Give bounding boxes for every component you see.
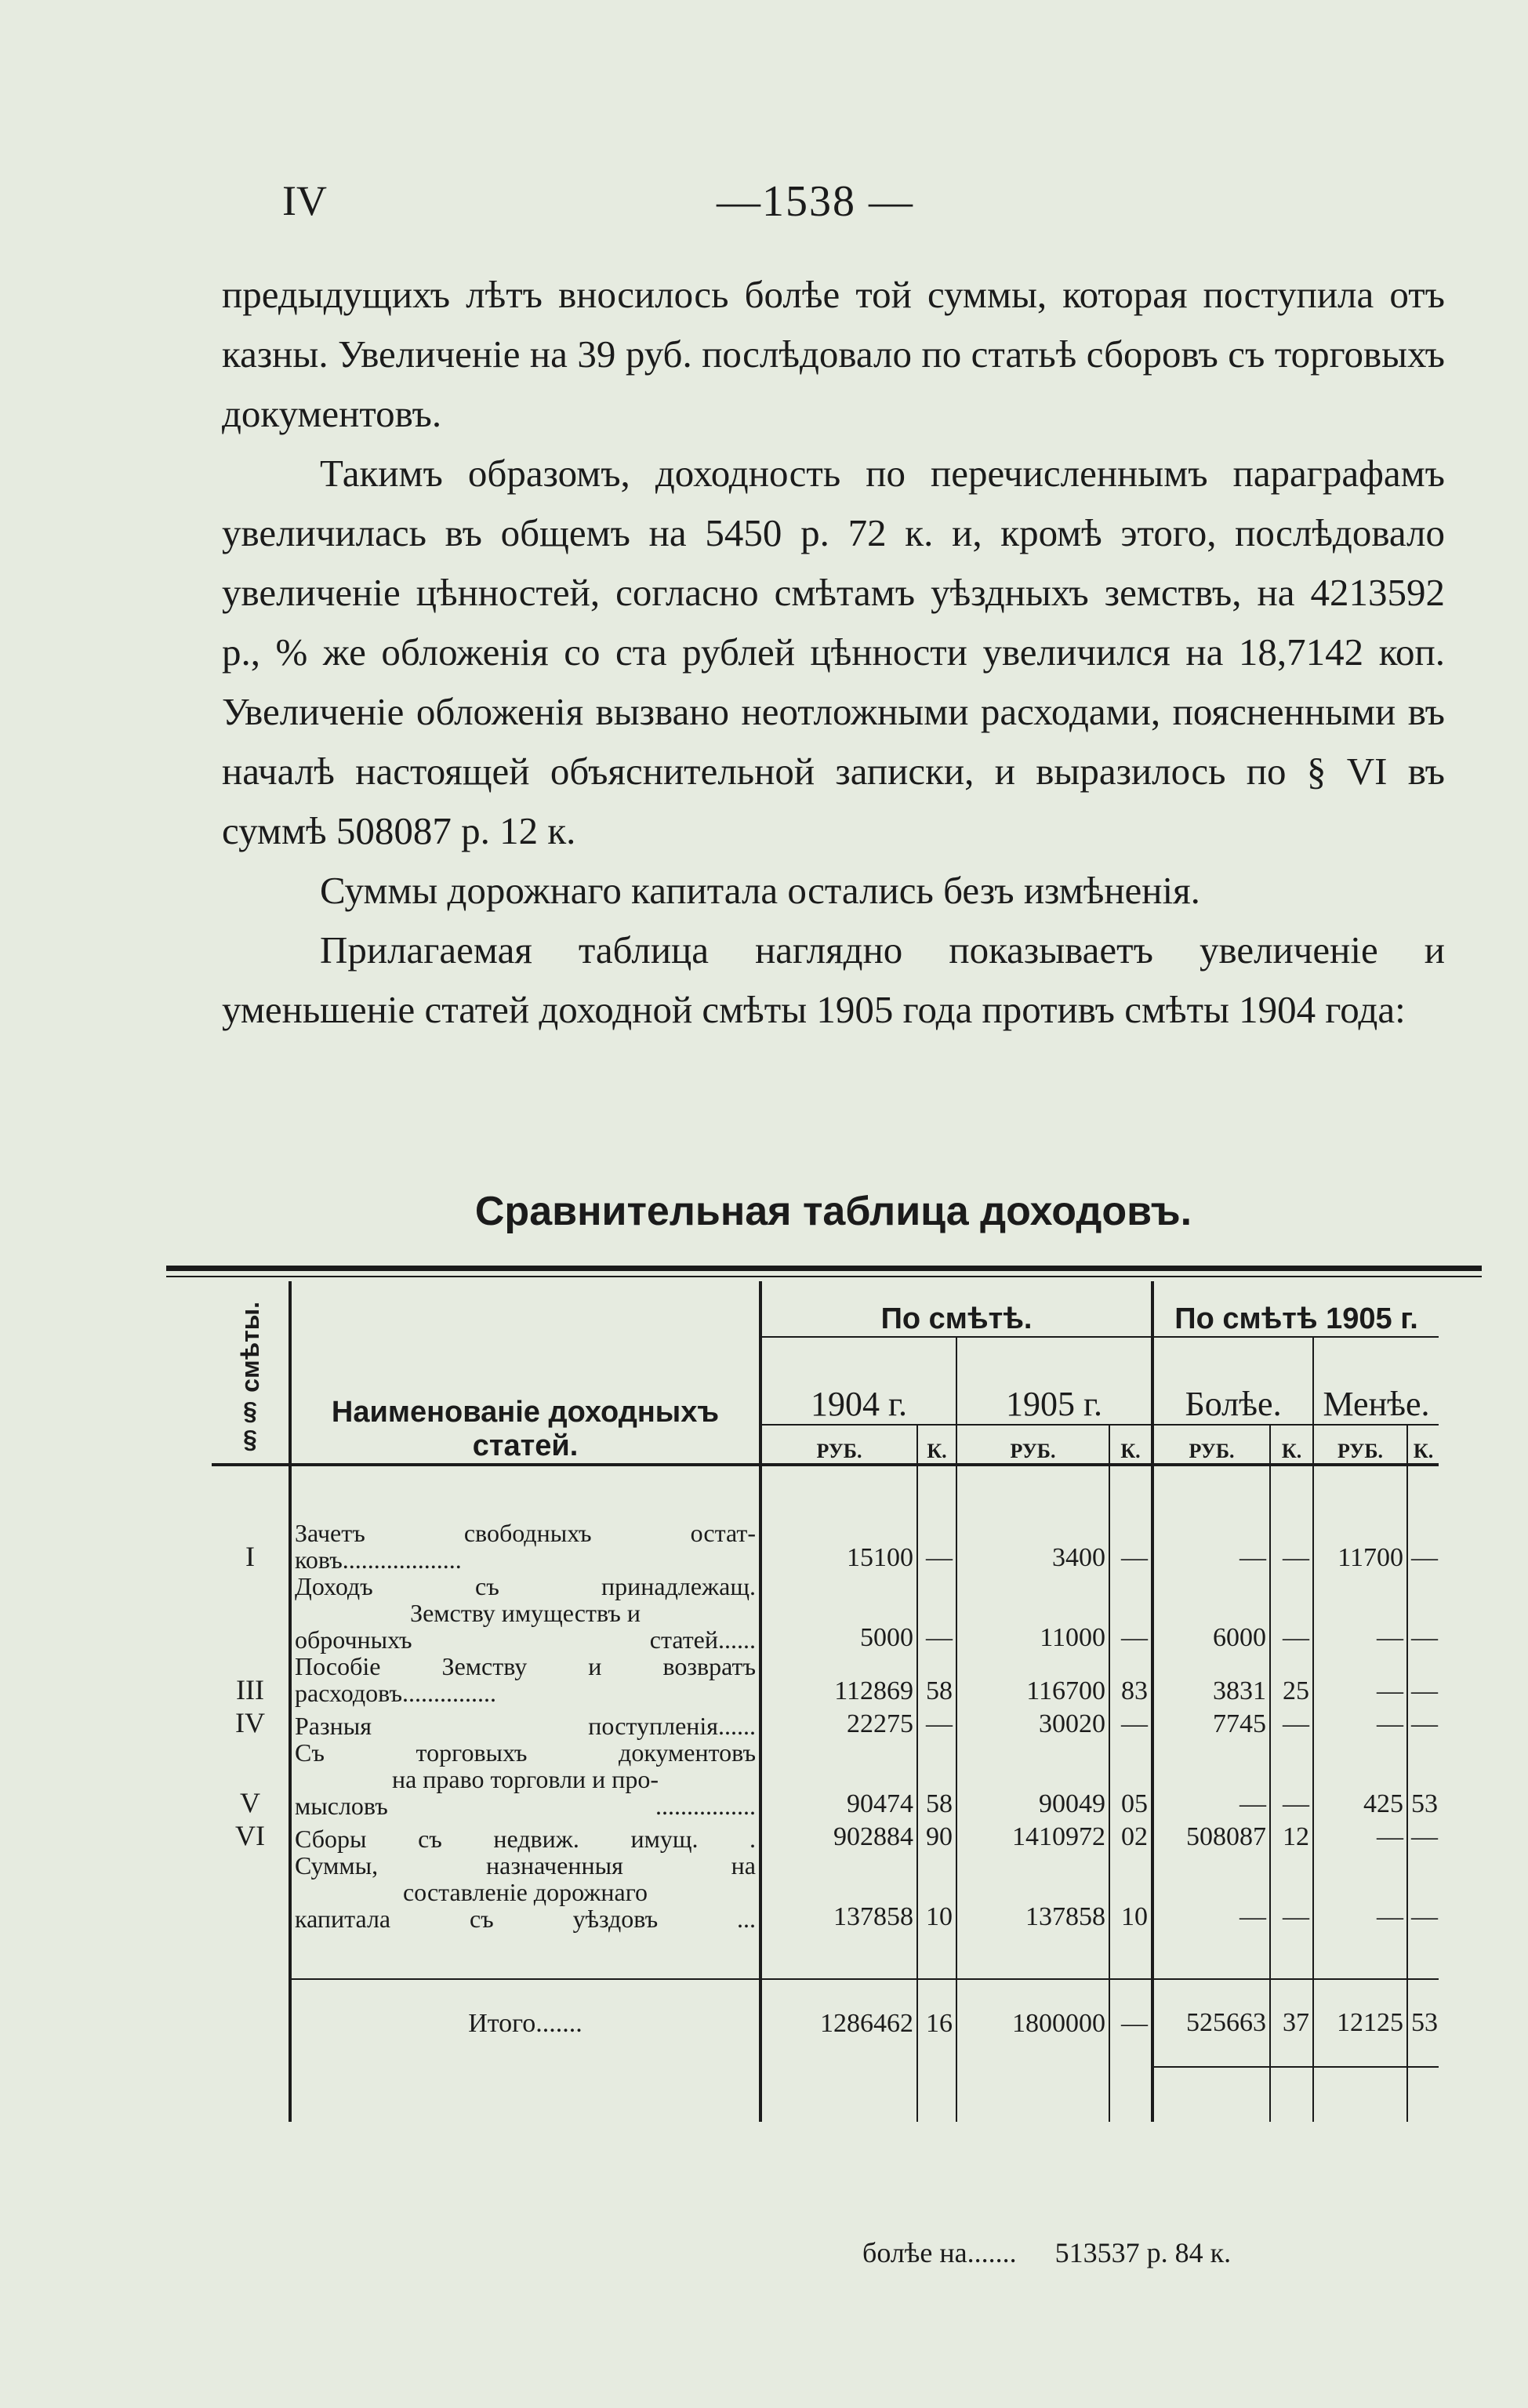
name-column-header: Наименованiе доходныхъ статей.	[290, 1281, 760, 1465]
cell-1904-kop: 10	[917, 1852, 956, 1932]
cell-more-rub: 6000	[1152, 1573, 1270, 1653]
body-text	[222, 265, 1445, 1040]
cell-more-rub: 508087	[1152, 1819, 1270, 1852]
cell-1905-kop: 05	[1109, 1739, 1152, 1819]
unit-rub: РУБ.	[1152, 1425, 1270, 1465]
cell-1904-rub: 902884	[760, 1819, 917, 1852]
table-top-rule-thin	[166, 1276, 1482, 1277]
total-more-rub: 525663	[1152, 1979, 1270, 2067]
less-header: Менѣе.	[1313, 1337, 1439, 1425]
cell-1904-rub: 22275	[760, 1706, 917, 1739]
page-number: —1538 —	[717, 177, 914, 226]
year-1905-header: 1905 г.	[956, 1337, 1152, 1425]
cell-less-rub: —	[1313, 1706, 1407, 1739]
spacer-row	[212, 1465, 1439, 1520]
table-row	[212, 1573, 1439, 1653]
total-1905-kop: —	[1109, 1979, 1152, 2067]
cell-1904-kop: —	[917, 1520, 956, 1573]
cell-1905-rub: 3400	[956, 1520, 1109, 1573]
cell-more-rub: —	[1152, 1520, 1270, 1573]
cell-more-kop: —	[1270, 1573, 1313, 1653]
table-row	[212, 1706, 1439, 1739]
income-item-name: Пособiе Земству и возвратъ расходовъ...............	[290, 1653, 760, 1706]
cell-more-rub: 3831	[1152, 1653, 1270, 1706]
total-less-kop: 53	[1407, 1979, 1439, 2067]
unit-kop: К.	[1407, 1425, 1439, 1465]
unit-rub: РУБ.	[956, 1425, 1109, 1465]
cell-1904-rub: 5000	[760, 1573, 917, 1653]
unit-rub: РУБ.	[1313, 1425, 1407, 1465]
cell-1905-kop: —	[1109, 1706, 1152, 1739]
cell-less-kop: —	[1407, 1819, 1439, 1852]
cell-less-kop: —	[1407, 1653, 1439, 1706]
cell-1904-kop: —	[917, 1573, 956, 1653]
cell-1904-rub: 112869	[760, 1653, 917, 1706]
income-item-name: Сборы съ недвиж. имущ. .	[290, 1819, 760, 1852]
total-label: Итого.......	[290, 1979, 760, 2067]
cell-1905-kop: —	[1109, 1520, 1152, 1573]
table-row	[212, 1739, 1439, 1819]
cell-1905-kop: 10	[1109, 1852, 1152, 1932]
section-number: V	[240, 1787, 260, 1818]
section-number	[212, 1852, 290, 1932]
folio-mark: IV	[282, 177, 327, 224]
cell-more-kop: —	[1270, 1739, 1313, 1819]
section-number: III	[236, 1674, 264, 1705]
paragraph: Такимъ образомъ, доходность по перечисленнымъ параграфамъ увеличилась въ общемъ на 5450 р. 72 к. и, кромѣ этого, послѣдовало увеличенiе цѣнностей, согласно смѣтамъ уѣздныхъ земствъ, на 4213592 р., % же обложенiя со ста рублей цѣнности увеличился на 18,7142 коп. Увеличенiе обложенiя вызвано неотложными расходами, поясненными въ началѣ настоящей объяснительной записки, и выразилось по § VI въ суммѣ 508087 р. 12 к.	[222, 452, 1445, 852]
section-number: IV	[235, 1707, 265, 1738]
cell-1905-rub: 1410972	[956, 1819, 1109, 1852]
cell-1905-kop: 83	[1109, 1653, 1152, 1706]
cell-less-kop: 53	[1407, 1739, 1439, 1819]
cell-less-kop: —	[1407, 1852, 1439, 1932]
cell-1905-rub: 30020	[956, 1706, 1109, 1739]
cell-1904-kop: 90	[917, 1819, 956, 1852]
cell-less-kop: —	[1407, 1520, 1439, 1573]
income-comparison-table	[212, 1281, 1439, 2122]
cell-1905-kop: —	[1109, 1573, 1152, 1653]
total-more-kop: 37	[1270, 1979, 1313, 2067]
year-1904-header: 1904 г.	[760, 1337, 956, 1425]
section-column-header: §§ смѣты.	[212, 1281, 290, 1465]
paragraph: предыдущихъ лѣтъ вносилось болѣе той суммы, которая поступила отъ казны. Увеличенiе на 39 руб. послѣдовало по статьѣ сборовъ съ торговыхъ документовъ.	[222, 273, 1445, 435]
income-item-name: Съ торговыхъ документовъ на право торговли и про- мысловъ ................	[290, 1739, 760, 1819]
difference-line	[862, 2236, 1231, 2269]
total-1904-kop: 16	[917, 1979, 956, 2067]
cell-1905-kop: 02	[1109, 1819, 1152, 1852]
cell-more-rub: —	[1152, 1739, 1270, 1819]
spacer-row	[212, 1932, 1439, 1979]
total-1904-rub: 1286462	[760, 1979, 917, 2067]
unit-rub: РУБ.	[760, 1425, 917, 1465]
section-number: I	[245, 1541, 255, 1572]
unit-kop: К.	[1270, 1425, 1313, 1465]
cell-more-kop: 12	[1270, 1819, 1313, 1852]
table-row	[212, 1653, 1439, 1706]
table-body	[212, 1465, 1439, 1932]
cell-more-rub: —	[1152, 1852, 1270, 1932]
unit-kop: К.	[1109, 1425, 1152, 1465]
income-item-name: Суммы, назначенныя на составленiе дорожнаго капитала съ уѣздовъ ...	[290, 1852, 760, 1932]
table-row	[212, 1520, 1439, 1573]
spacer-row	[212, 2067, 1439, 2122]
cell-less-rub: —	[1313, 1852, 1407, 1932]
cell-1904-kop: 58	[917, 1653, 956, 1706]
cell-less-kop: —	[1407, 1706, 1439, 1739]
cell-1905-rub: 116700	[956, 1653, 1109, 1706]
cell-1904-rub: 15100	[760, 1520, 917, 1573]
cell-1904-kop: 58	[917, 1739, 956, 1819]
table-top-rule	[166, 1266, 1482, 1271]
total-row	[212, 1979, 1439, 2067]
cell-more-kop: —	[1270, 1852, 1313, 1932]
income-item-name: Разныя поступленiя......	[290, 1706, 760, 1739]
section-number: VI	[235, 1820, 265, 1851]
cell-1904-rub: 90474	[760, 1739, 917, 1819]
difference-label: болѣе на.......	[862, 2237, 1017, 2268]
table-title: Сравнительная таблица доходовъ.	[474, 1189, 1192, 1234]
paragraph: Прилагаемая таблица наглядно показываетъ увеличенiе и уменьшенiе статей доходной смѣты 1905 года противъ смѣты 1904 года:	[222, 928, 1445, 1031]
cell-more-rub: 7745	[1152, 1706, 1270, 1739]
group-header-by-estimate: По смѣтѣ.	[760, 1281, 1152, 1337]
total-1905-rub: 1800000	[956, 1979, 1109, 2067]
cell-1904-kop: —	[917, 1706, 956, 1739]
cell-more-kop: —	[1270, 1520, 1313, 1573]
total-less-rub: 12125	[1313, 1979, 1407, 2067]
cell-less-rub: —	[1313, 1653, 1407, 1706]
cell-1904-rub: 137858	[760, 1852, 917, 1932]
section-number	[212, 1573, 290, 1653]
difference-value: 513537 р. 84 к.	[1054, 2237, 1232, 2268]
cell-more-kop: —	[1270, 1706, 1313, 1739]
unit-kop: К.	[917, 1425, 956, 1465]
table-total	[212, 1932, 1439, 2122]
cell-more-kop: 25	[1270, 1653, 1313, 1706]
paragraph: Суммы дорожнаго капитала остались безъ измѣненiя.	[320, 869, 1200, 912]
group-header-estimate-1905: По смѣтѣ 1905 г.	[1152, 1281, 1439, 1337]
cell-less-rub: —	[1313, 1573, 1407, 1653]
more-header: Болѣе.	[1152, 1337, 1313, 1425]
cell-less-rub: 11700	[1313, 1520, 1407, 1573]
cell-1905-rub: 11000	[956, 1573, 1109, 1653]
cell-1905-rub: 137858	[956, 1852, 1109, 1932]
cell-less-kop: —	[1407, 1573, 1439, 1653]
cell-1905-rub: 90049	[956, 1739, 1109, 1819]
table-row	[212, 1819, 1439, 1852]
income-item-name: Доходъ съ принадлежащ. Земству имуществъ и оброчныхъ статей......	[290, 1573, 760, 1653]
page-header	[282, 176, 1443, 231]
cell-less-rub: —	[1313, 1819, 1407, 1852]
cell-less-rub: 425	[1313, 1739, 1407, 1819]
income-item-name: Зачетъ свободныхъ остат- ковъ...................	[290, 1520, 760, 1573]
table-row	[212, 1852, 1439, 1932]
